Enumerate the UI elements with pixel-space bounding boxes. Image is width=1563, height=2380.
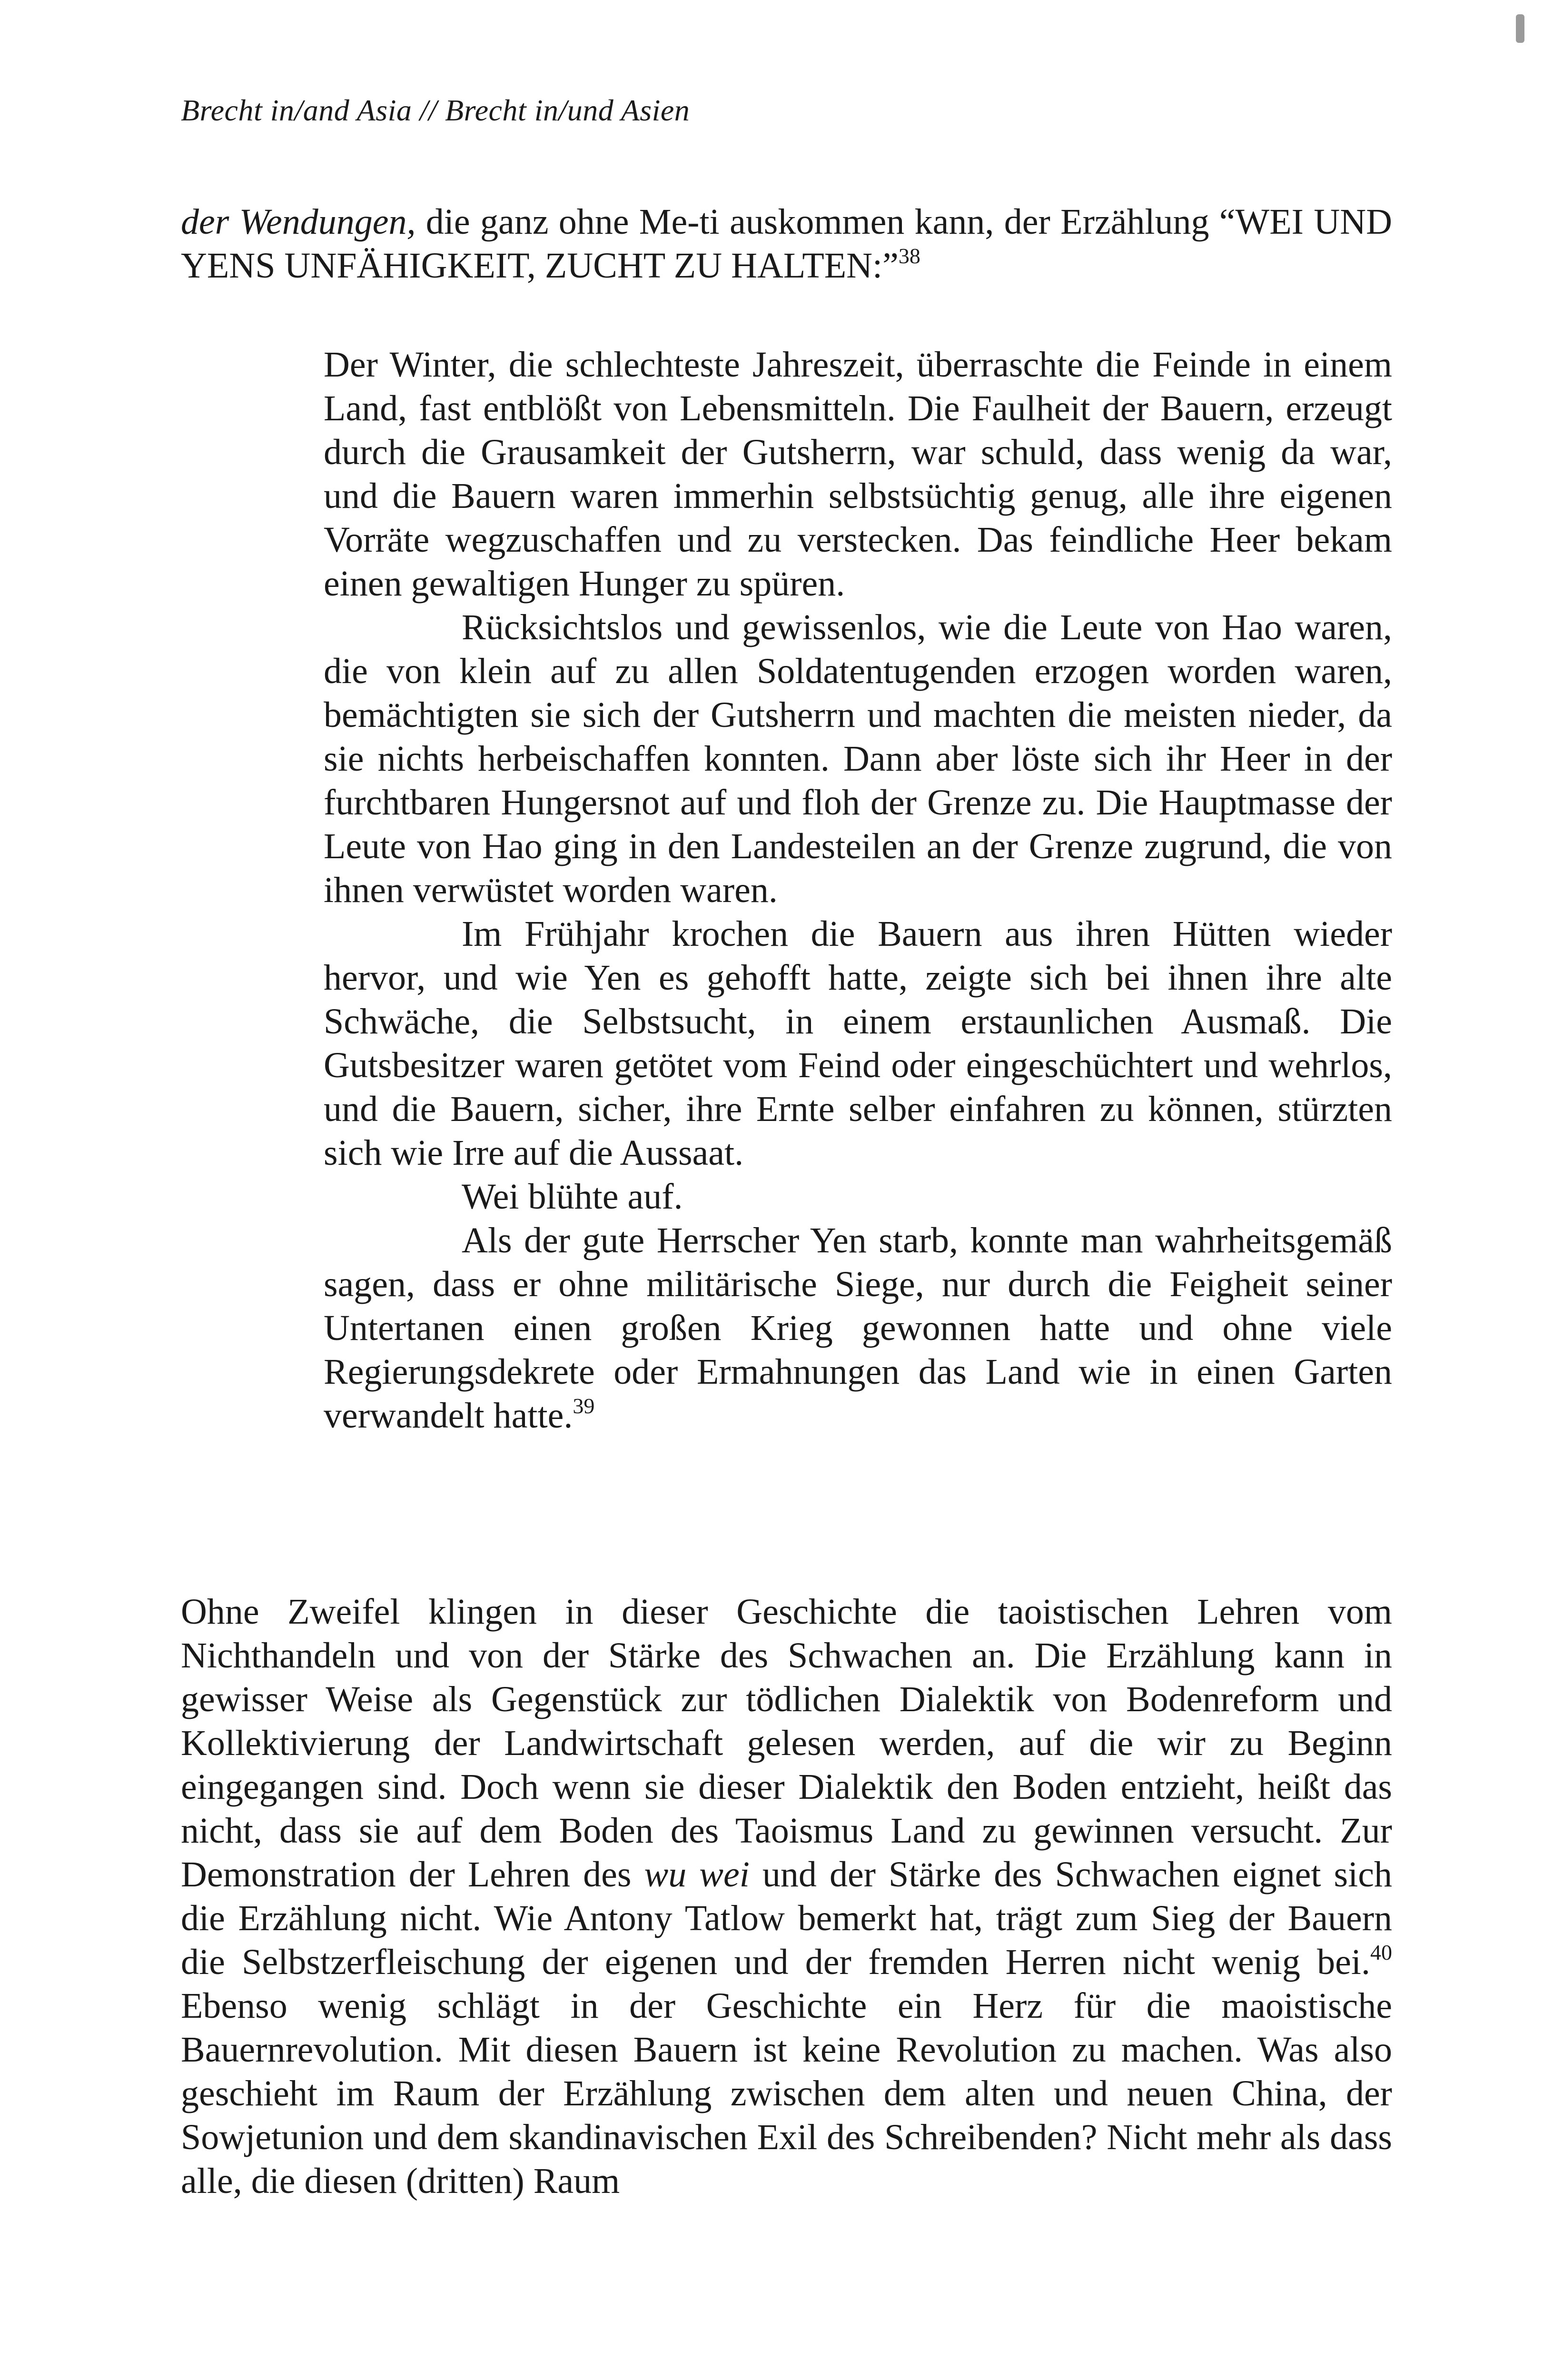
intro-text: die ganz ohne Me-ti auskommen kann, der Erzählung “WEI UND YENS UNFÄHIGKEIT, ZUCHT ZU HALTEN:”	[181, 202, 1392, 286]
quote-paragraph-3: Im Frühjahr krochen die Bauern aus ihren Hütten wieder hervor, und wie Yen es gehofft hatte, zeigte sich bei ihnen ihre alte Schwäche, die Selbstsucht, in einem erstaunlichen Ausmaß. Die Gutsbesitzer waren getötet vom Feind oder eingeschüchtert und wehrlos, und die Bauern, sicher, ihre Ernte selber einfahren zu können, stürzten sich wie Irre auf die Aussaat.	[324, 914, 1392, 1173]
scan-mark	[1516, 14, 1524, 43]
footnote-ref-38: 38	[898, 244, 920, 268]
quote-paragraph-4: Wei blühte auf.	[462, 1177, 683, 1217]
intro-italic-phrase: der Wendungen,	[181, 202, 416, 242]
body-part-3: Ebenso wenig schlägt in der Geschichte ein Herz für die maoistische Bauernrevolution. Mit diesen Bauern ist keine Revolution zu machen. Was also geschieht im Raum der Erzählung zwischen dem alten und neuen China, der Sowjetunion und dem skandinavischen Exil des Schreibenden? Nicht mehr als dass alle, die diesen (dritten) Raum	[181, 1986, 1392, 2201]
body-part-2: und der Stärke des Schwachen eignet sich die Erzählung nicht. Wie Antony Tatlow bemerkt hat, trägt zum Sieg der Bauern die Selbstzerfleischung der eigenen und der fremden Herren nicht wenig bei.	[181, 1854, 1392, 1982]
body-part-1: Ohne Zweifel klingen in dieser Geschichte die taoistischen Lehren vom Nichthandeln und von der Stärke des Schwachen an. Die Erzählung kann in gewisser Weise als Gegenstück zur tödlichen Dialektik von Bodenreform und Kollektivierung der Landwirtschaft gelesen werden, auf die wir zu Beginn eingegangen sind. Doch wenn sie dieser Dialektik den Boden entzieht, heißt das nicht, dass sie auf dem Boden des Taoismus Land zu gewinnen versucht. Zur Demonstration der Lehren des	[181, 1592, 1392, 1894]
running-header: Brecht in/and Asia // Brecht in/und Asien	[181, 93, 690, 127]
intro-paragraph	[181, 200, 1392, 288]
footnote-ref-39: 39	[573, 1394, 595, 1418]
body-paragraph	[181, 1590, 1392, 2203]
block-quote	[324, 343, 1392, 1438]
body-italic-term: wu wei	[644, 1854, 750, 1894]
footnote-ref-40: 40	[1370, 1940, 1392, 1964]
quote-paragraph-1: Der Winter, die schlechteste Jahreszeit, überraschte die Feinde in einem Land, fast entblößt von Lebensmitteln. Die Faulheit der Bauern, erzeugt durch die Grausamkeit der Gutsherrn, war schuld, dass wenig da war, und die Bauern waren immerhin selbstsüchtig genug, alle ihre eigenen Vorräte wegzuschaffen und zu verstecken. Das feindliche Heer bekam einen gewaltigen Hunger zu spüren.	[324, 345, 1392, 604]
quote-paragraph-5	[324, 1219, 1392, 1438]
body-paragraph-text	[181, 1590, 1392, 2203]
quote-paragraph-2: Rücksichtslos und gewissenlos, wie die Leute von Hao waren, die von klein auf zu allen Soldatentugenden erzogen worden waren, bemächtigten sie sich der Gutsherrn und machten die meisten nieder, da sie nichts herbeischaffen konnten. Dann aber löste sich ihr Heer in der furchtbaren Hungersnot auf und floh der Grenze zu. Die Hauptmasse der Leute von Hao ging in den Landesteilen an der Grenze zugrund, die von ihnen verwüstet worden waren.	[324, 607, 1392, 910]
quote-paragraph-5-text: Als der gute Herrscher Yen starb, konnte man wahrheitsgemäß sagen, dass er ohne militärische Siege, nur durch die Feigheit seiner Untertanen einen großen Krieg gewonnen hatte und ohne viele Regierungsdekrete oder Ermahnungen das Land wie in einen Garten verwandelt hatte.	[324, 1220, 1392, 1436]
